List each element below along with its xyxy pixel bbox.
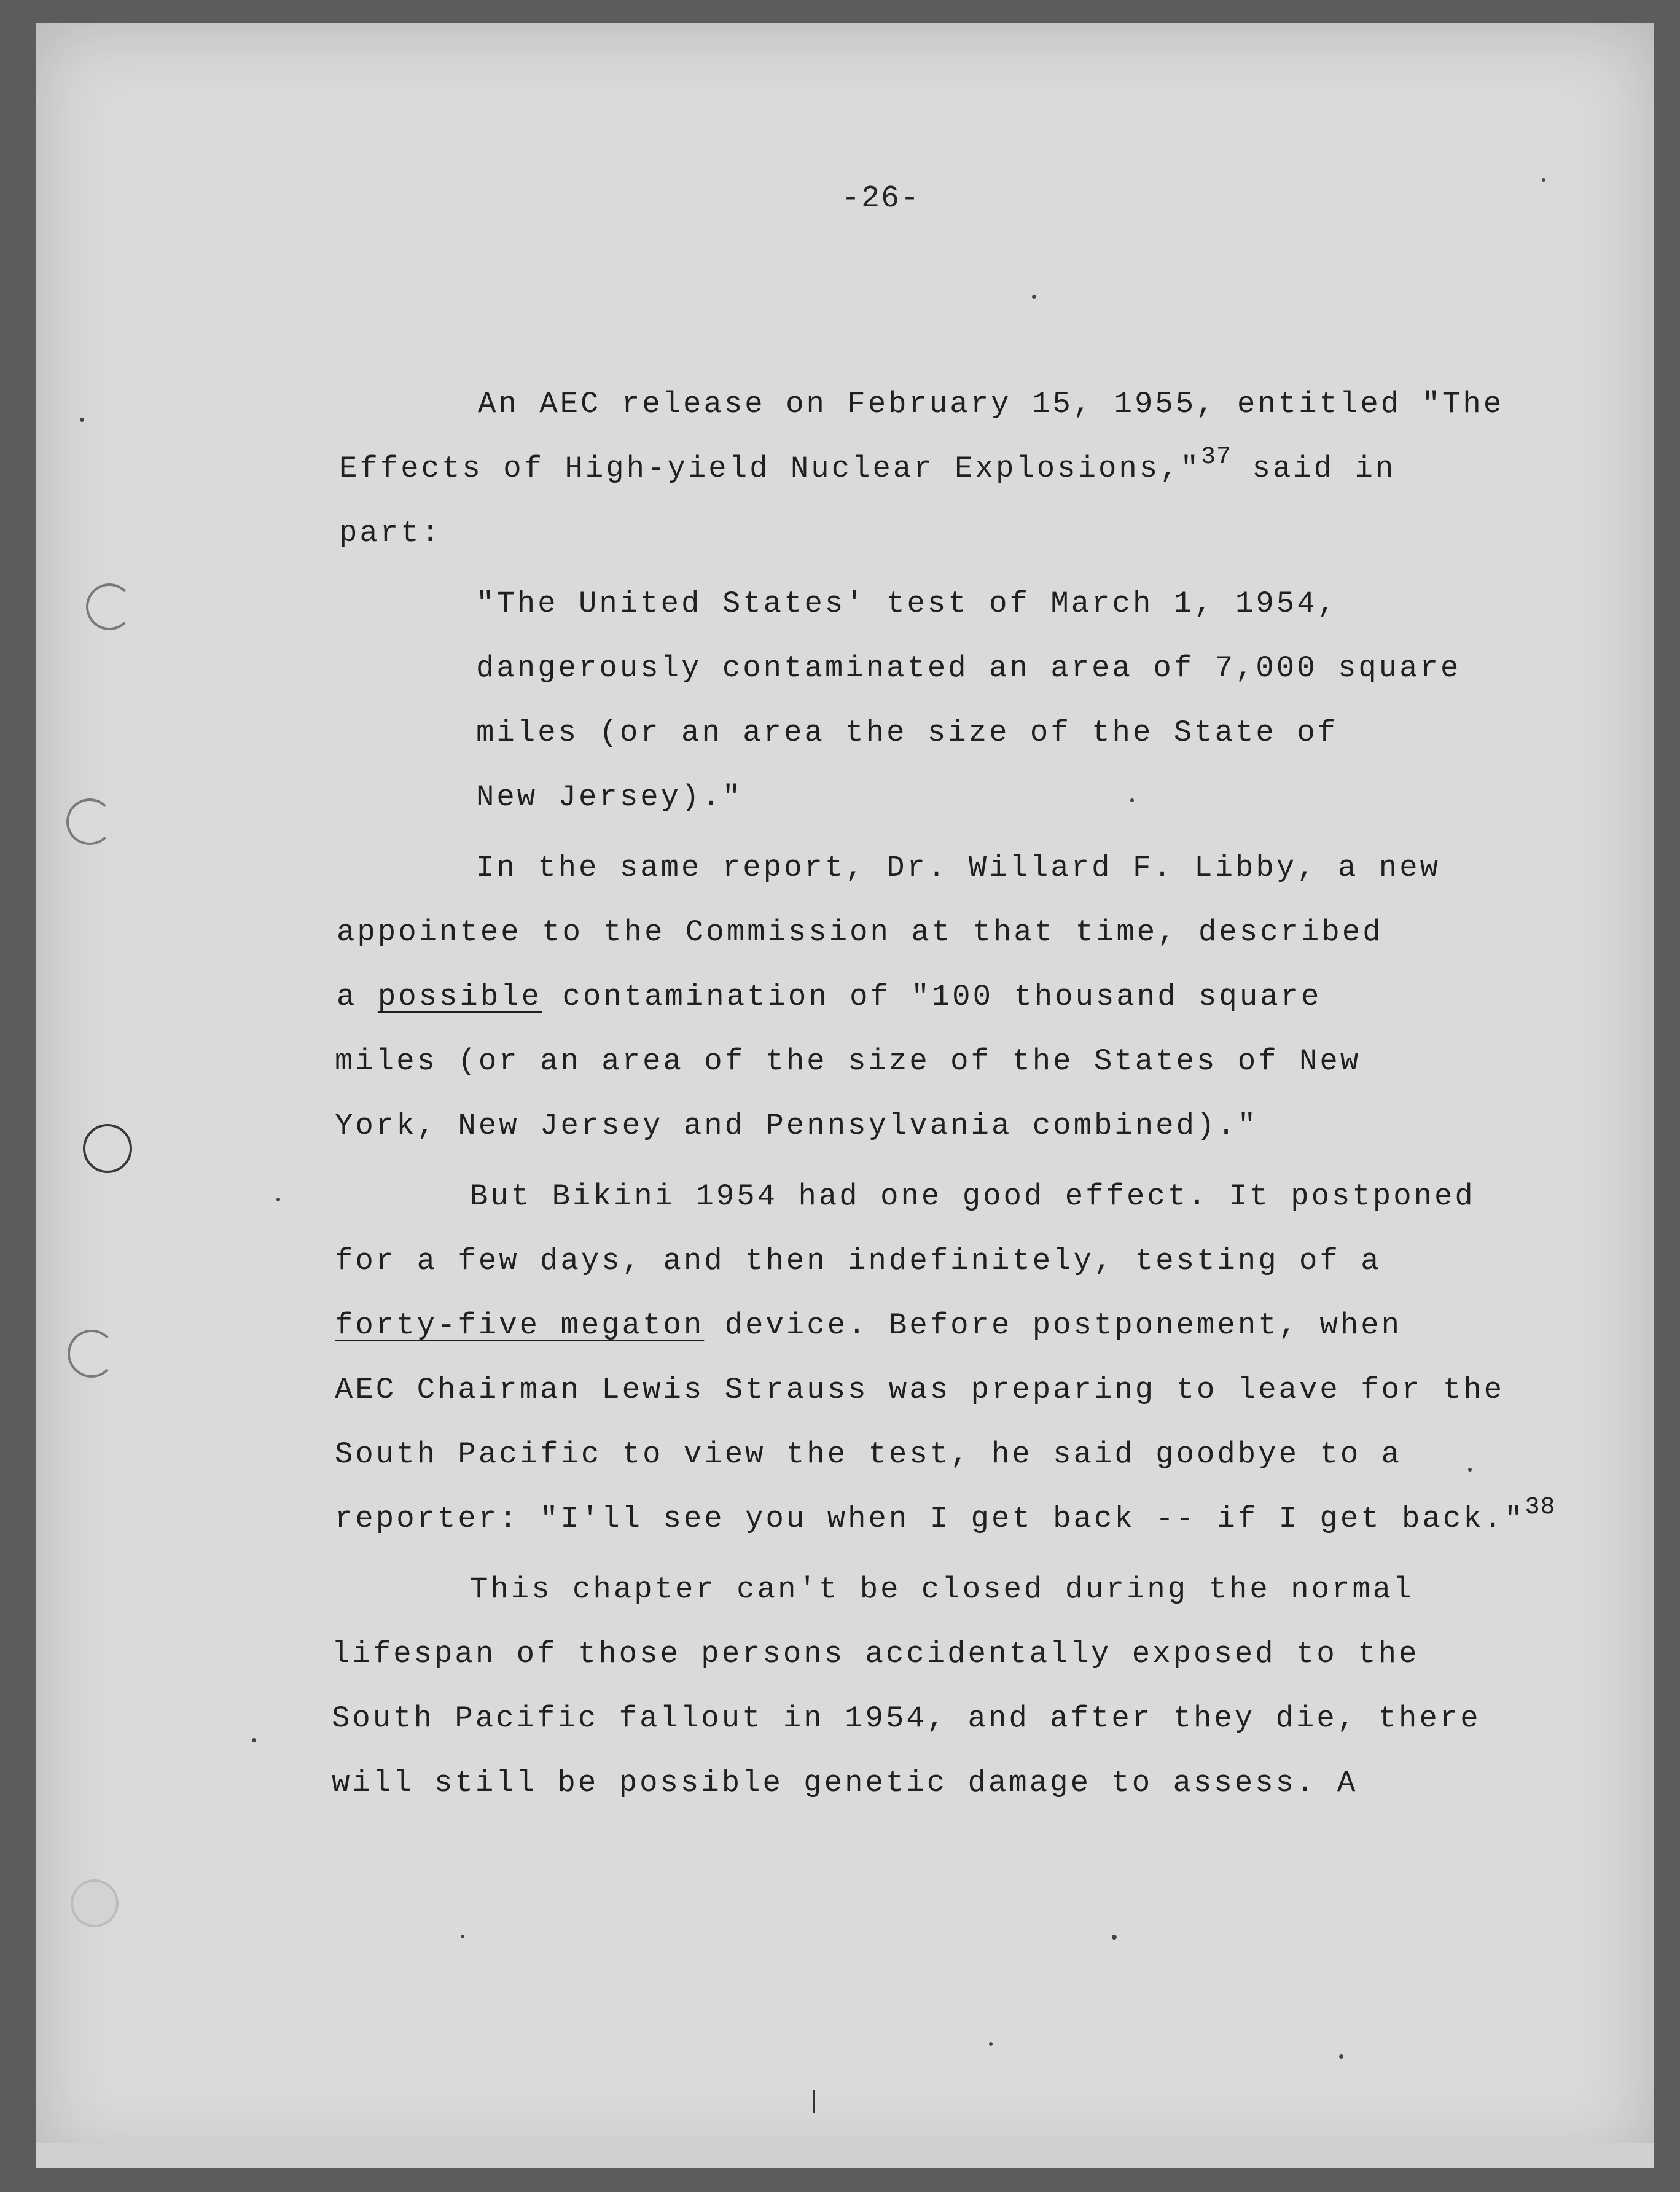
quote-line-4: New Jersey)." — [476, 780, 743, 814]
text-line-11 — [335, 1308, 1402, 1343]
text-line-17: South Pacific fallout in 1954, and after they die, there — [332, 1701, 1481, 1736]
device-text: device. Before postponement, when — [704, 1308, 1402, 1343]
footnote-37: 37 — [1201, 443, 1232, 471]
possible-underlined: possible — [377, 980, 542, 1014]
binder-hole-3 — [83, 1124, 132, 1173]
document-page — [36, 23, 1654, 2167]
footnote-38: 38 — [1525, 1494, 1556, 1521]
text-line-16: lifespan of those persons accidentally exposed to the — [332, 1637, 1420, 1671]
binder-hole-4 — [68, 1330, 115, 1378]
forty-five-megaton-underlined: forty-five megaton — [335, 1308, 705, 1343]
speck — [1112, 1935, 1117, 1940]
text-line-14 — [335, 1494, 1556, 1536]
text-line-10: for a few days, and then indefinitely, testing of a — [335, 1244, 1381, 1278]
text-line-5: appointee to the Commission at that time, described — [337, 915, 1383, 950]
text-line-4: In the same report, Dr. Willard F. Libby, a new — [476, 851, 1441, 885]
margin-mark: | — [807, 2088, 822, 2116]
text-line-2 — [339, 443, 1396, 486]
speck — [1130, 798, 1134, 802]
a-text: a — [337, 980, 378, 1014]
text-line-18: will still be possible genetic damage to assess. A — [332, 1766, 1358, 1800]
speck — [252, 1738, 256, 1742]
text-line-1: An AEC release on February 15, 1955, entitled "The — [478, 387, 1504, 421]
speck — [1468, 1468, 1472, 1472]
quote-line-2: dangerously contaminated an area of 7,000 square — [476, 651, 1461, 685]
speck — [276, 1198, 280, 1201]
contamination-text: contamination of "100 thousand square — [542, 980, 1322, 1014]
text-line-15: This chapter can't be closed during the normal — [470, 1572, 1414, 1607]
text-line-12: AEC Chairman Lewis Strauss was preparing to leave for the — [335, 1373, 1505, 1407]
text-line-6 — [337, 980, 1321, 1014]
page-bottom-edge — [36, 2143, 1654, 2168]
binder-hole-5 — [71, 1879, 119, 1927]
quote-line-1: "The United States' test of March 1, 1954, — [476, 587, 1338, 621]
title-text: Effects of High-yield Nuclear Explosions," — [339, 451, 1201, 486]
speck — [1032, 295, 1036, 299]
speck — [989, 2042, 993, 2046]
text-line-9: But Bikini 1954 had one good effect. It postponed — [470, 1179, 1475, 1214]
speck — [461, 1935, 464, 1938]
page-number: -26- — [842, 181, 921, 216]
text-line-8: York, New Jersey and Pennsylvania combined)." — [335, 1109, 1259, 1143]
reporter-quote-text: reporter: "I'll see you when I get back -- if I get back." — [335, 1502, 1525, 1536]
text-line-3: part: — [339, 516, 442, 550]
speck — [80, 418, 84, 422]
speck — [1339, 2054, 1343, 2059]
quote-line-3: miles (or an area the size of the State of — [476, 716, 1338, 750]
text-line-7: miles (or an area of the size of the States of New — [335, 1044, 1361, 1078]
binder-hole-2 — [66, 798, 113, 845]
said-in-text: said in — [1252, 451, 1396, 486]
text-line-13: South Pacific to view the test, he said goodbye to a — [335, 1437, 1402, 1472]
speck — [1542, 178, 1545, 182]
binder-hole-1 — [86, 583, 133, 630]
